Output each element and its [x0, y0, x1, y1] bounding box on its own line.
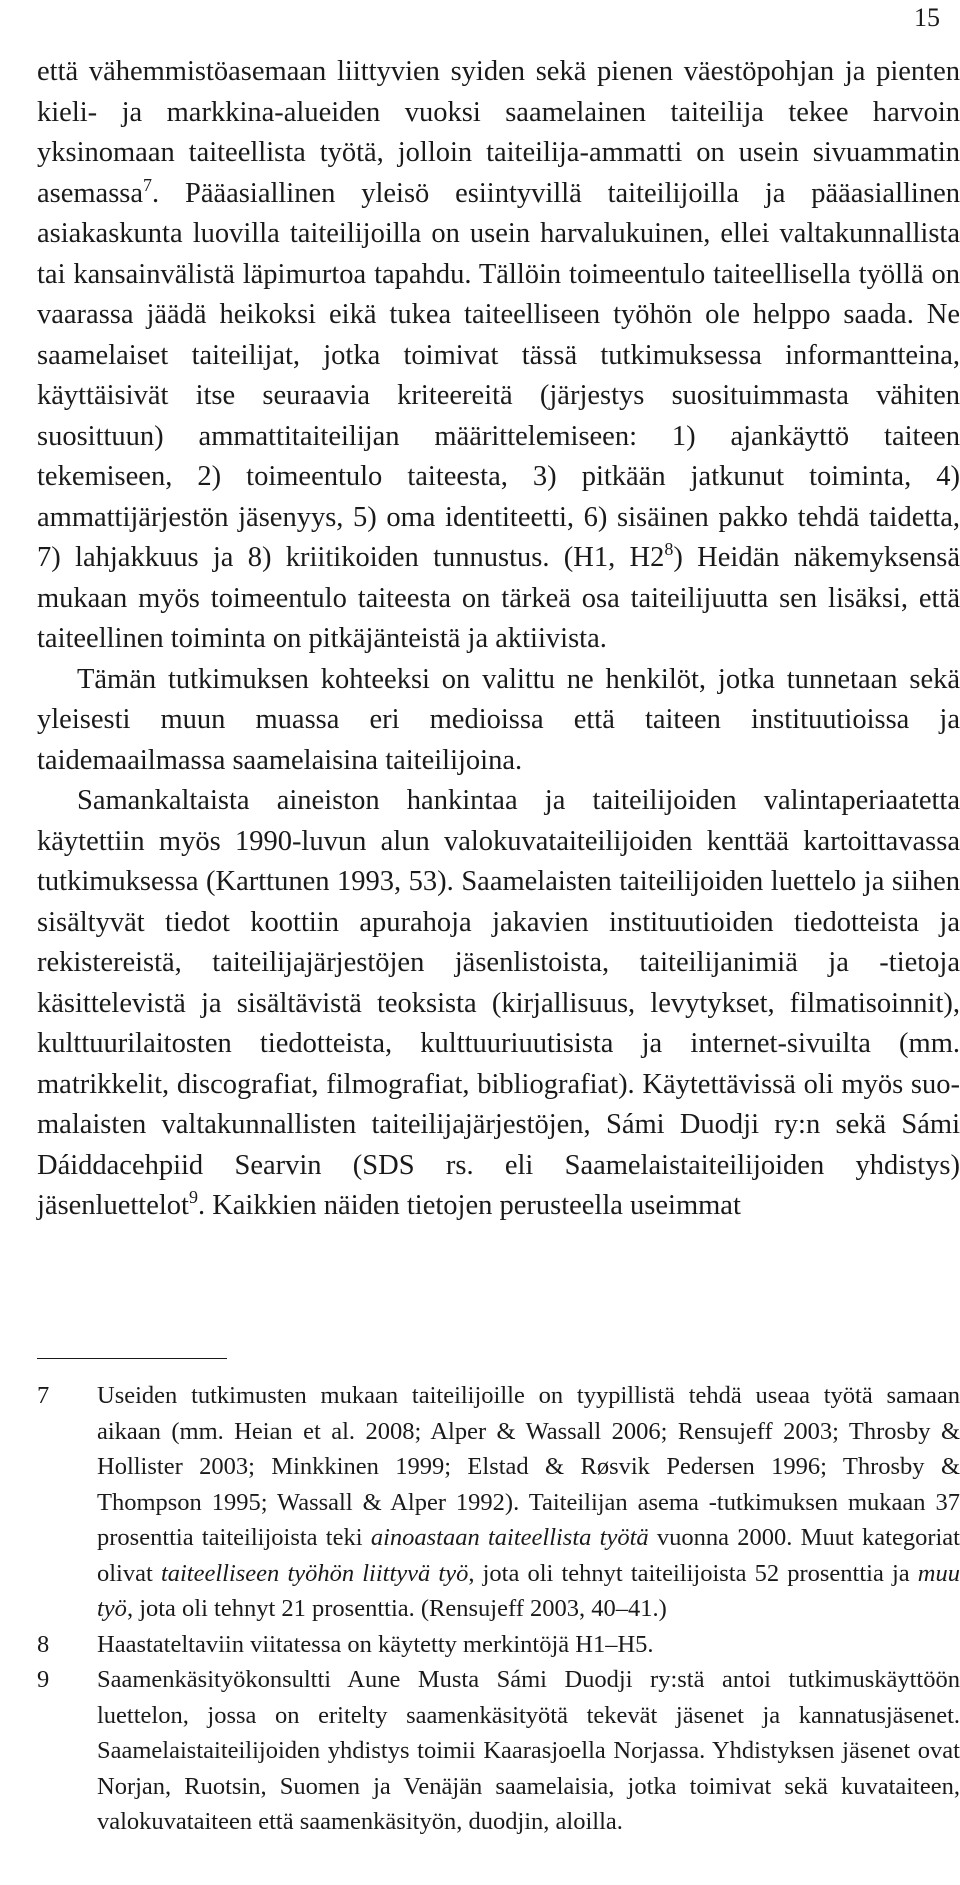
footnote-7-italic-b: taiteelliseen työhön liittyvä työ [160, 1559, 469, 1587]
footnote-8 [37, 1627, 960, 1663]
footnote-ref-8: 8 [664, 539, 674, 559]
footnote-7-text-a: Useiden tutkimusten mukaan taiteilijoille on tyypillistä tehdä useaa työtä samaan aikaan (mm. Heian et al. 2008; Alper & Wassall 2006; Rensujeff 2003; Throsby & Hollister 2003; Minkkinen 1999; Elstad & Røsvik Pedersen 1996; Throsby & Thompson 1995; Wassall & Alper 1992). Taiteilijan asema -tutkimuksen mukaan 37 prosenttia taiteilijoista teki [97, 1382, 960, 1551]
paragraph-3-text-a: Samankaltaista aineiston hankintaa ja taiteilijoiden valintaperiaatetta käytettiin myös 1990-luvun alun valokuvataiteilijoiden kenttää kartoittavassa tutkimuksessa (Karttunen 1993, 53). Saamelaisten taiteilijoiden luettelo ja siihen sisältyvät tiedot koottiin apurahoja jakavien instituutioiden tiedotteista ja rekistereistä, taiteilijajärjestöjen jäsenlistoista, taiteilijanimiä ja -tietoja käsittelevistä ja sisältävistä teoksista (kirjallisuus, levytykset, filmatisoinnit), kulttuurilaitosten tiedotteista, kulttuuriuutisista ja internet-sivuilta (mm. matrikkelit, discografiat, filmografiat, bibliografiat). Käytettävissä oli myös suomalaisten valtakunnallisten taiteilijajärjestöjen, Sámi Duodji ry:n sekä Sámi Dáiddacehpiid Searvin (SDS rs. eli Saamelaistaiteilijoiden yhdistys) jäsenluettelot [37, 785, 960, 1221]
footnote-7-text-b: vuonna 2000. Muut kategoriat olivat [97, 1524, 960, 1587]
paragraph-1-text-a: että vähemmistöasemaan liittyvien syiden sekä pienen väestöpohjan ja pienten kieli- ja markkina-alueiden vuoksi saamelainen taiteilija tekee harvoin yksinomaan taiteellista työtä, jolloin taiteilija-ammatti on usein sivuammatin asemassa [37, 56, 960, 209]
paragraph-1-text-c: ) Heidän näkemyksensä mukaan myös toimeentulo taiteesta on tärkeä osa taiteilijuutta sen lisäksi, että taiteellinen toiminta on pitkäjänteistä ja aktiivista. [37, 542, 960, 654]
footnote-text: Saamenkäsityökonsultti Aune Musta Sámi Duodji ry:stä antoi tutkimuskäyttöön luettelon, jossa on eritelty saamenkäsityötä tekevät jäsenet ja kannatusjäsenet. Saamelaistaiteilijoiden yhdistys toimii Kaarasjoella Norjassa. Yhdistyksen jäsenet ovat Norjan, Ruotsin, Suomen ja Venäjän saamelaisia, jotka toimivat sekä kuvataiteen, valokuvataiteen että saamenkäsityön, duodjin, aloilla. [97, 1666, 960, 1835]
paragraph-2: Tämän tutkimuksen kohteeksi on valittu ne henkilöt, jotka tunnetaan sekä yleisesti muun muassa eri medioissa että taiteen instituutioissa ja taidemaailmassa saamelaisina taiteilijoina. [37, 663, 960, 776]
footnote-text [97, 1378, 960, 1627]
footnote-number: 9 [37, 1666, 50, 1693]
footnote-divider [37, 1358, 227, 1359]
page-number: 15 [914, 3, 940, 32]
footnote-number: 7 [37, 1382, 50, 1409]
footnote-7-text-c: , jota oli tehnyt taiteilijoista 52 prosenttia ja [468, 1559, 918, 1587]
footnote-7-italic-c: muu työ [97, 1559, 960, 1622]
footnote-text: Haastateltaviin viitatessa on käytetty merkintöjä H1–H5. [97, 1630, 654, 1658]
paragraph-3-text-b: . Kaikkien näiden tietojen perusteella useimmat [197, 1190, 741, 1221]
footnote-9 [37, 1662, 960, 1840]
paragraph-1-text-b: . Pääasiallinen yleisö esiintyvillä taiteilijoilla ja pääasiallinen asiakaskunta luovilla taiteilijoilla on usein harvalukuinen, ellei valtakunnallista tai kansainvälistä läpimurtoa tapahdu. Tällöin toimeentulo taiteellisella työllä on vaarassa jäädä heikoksi eikä tukea taiteelliseen työhön ole helppo saada. Ne saamelaiset taiteilijat, jotka toimivat tässä tutkimuksessa informantteina, käyttäisivät itse seuraavia kriteereitä (järjestys suosituimmasta vähiten suosittuun) ammattitaiteilijan määrittelemiseen: 1) ajankäyttö taiteen tekemiseen, 2) toimeentulo taiteesta, 3) pitkään jatkunut toiminta, 4) ammattijärjestön jäsenyys, 5) oma identiteetti, 6) sisäinen pakko tehdä taidetta, 7) lahjakkuus ja 8) kriitikoiden tunnustus. (H1, H2 [37, 177, 960, 573]
footnote-7-italic-a: ainoastaan taiteellista työtä [370, 1524, 649, 1551]
paragraph-1 [37, 52, 960, 660]
footnote-ref-9: 9 [188, 1187, 198, 1207]
paragraph-3 [37, 781, 960, 1227]
body-text [37, 52, 960, 1227]
footnote-7-text-d: , jota oli tehnyt 21 prosenttia. (Rensujeff 2003, 40–41.) [126, 1595, 667, 1622]
footnote-number: 8 [37, 1630, 50, 1658]
footnote-ref-7: 7 [143, 174, 153, 195]
footnotes [37, 1378, 960, 1840]
footnote-7 [37, 1378, 960, 1627]
